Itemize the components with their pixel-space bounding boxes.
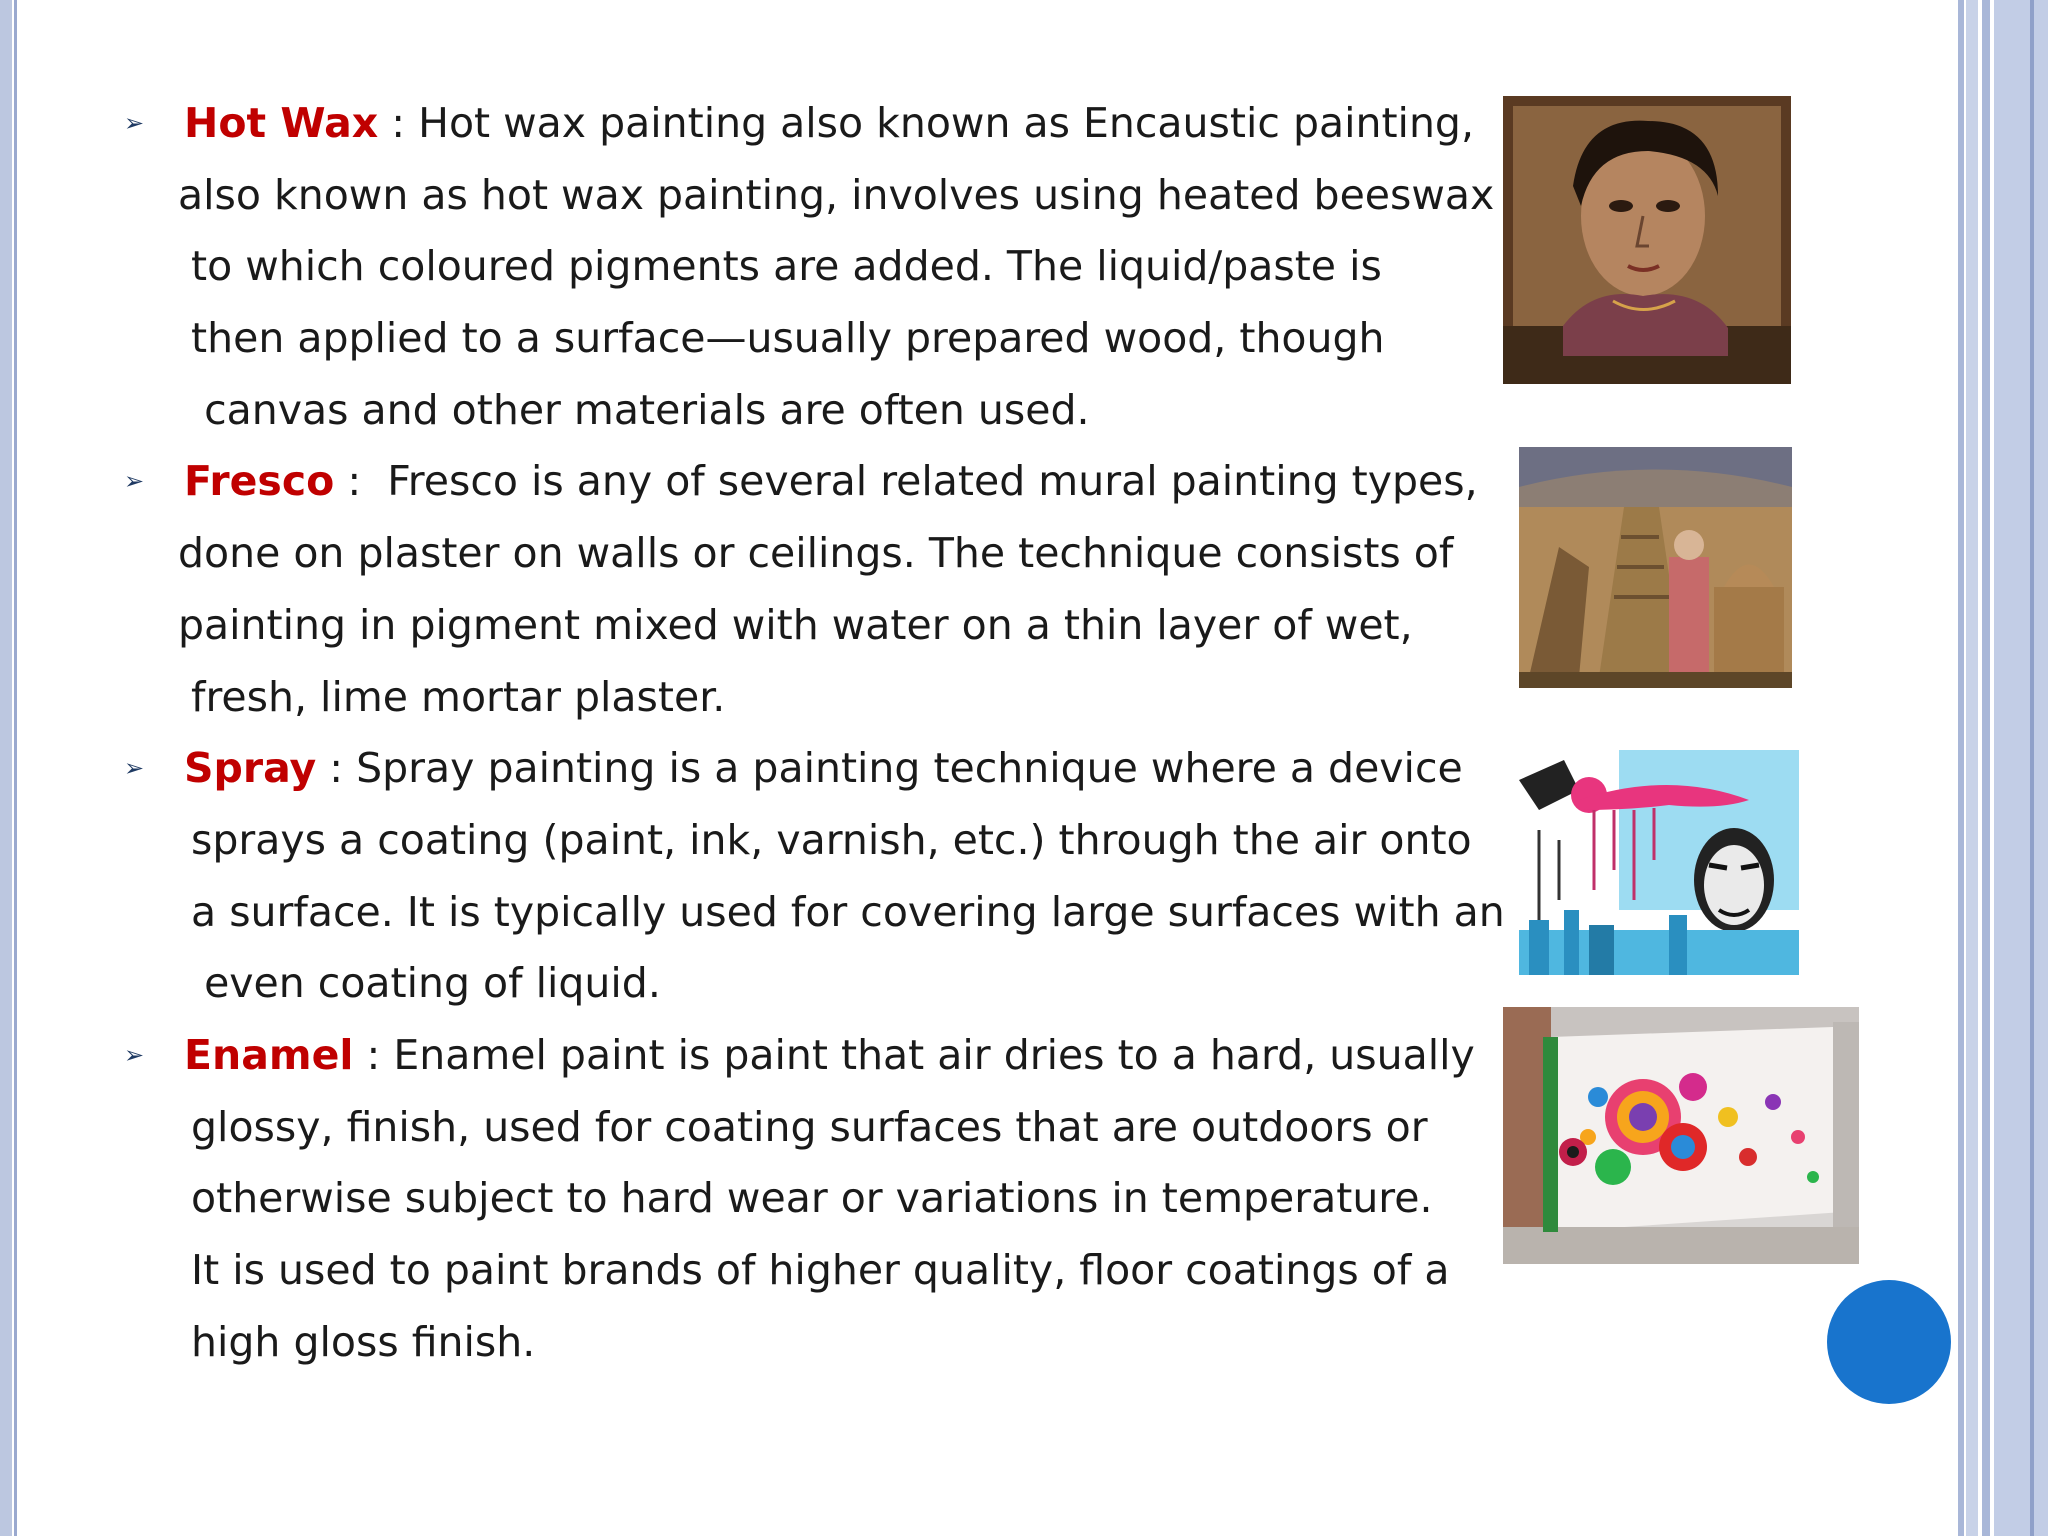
right-border-band <box>1966 0 1978 1536</box>
arrow-bullet-icon: ➢ <box>124 467 145 496</box>
body-line <box>120 160 1520 232</box>
list-item-spray <box>120 733 1520 805</box>
body-line <box>120 948 1520 1020</box>
body-line <box>120 303 1520 375</box>
body-text: : Hot wax painting also known as Encaustic painting, <box>378 99 1474 147</box>
accent-circle <box>1827 1280 1951 1404</box>
body-line <box>120 1092 1520 1164</box>
bullet-list <box>120 88 1520 1378</box>
body-line <box>120 375 1520 447</box>
body-text: : Fresco is any of several related mural painting types, <box>334 457 1478 506</box>
body-text: also known as hot wax painting, involves using heated beeswax <box>178 170 1495 219</box>
body-text: glossy, finish, used for coating surfaces that are outdoors or <box>178 1102 1428 1151</box>
encaustic-portrait-image <box>1503 96 1791 384</box>
enamel-wall-image <box>1503 1007 1859 1264</box>
list-item-fresco <box>120 446 1520 518</box>
list-item-enamel <box>120 1020 1520 1092</box>
arrow-bullet-icon: ➢ <box>124 109 145 137</box>
right-border-line <box>1958 0 1964 1536</box>
term-label: Spray <box>184 744 317 793</box>
body-line <box>120 518 1520 590</box>
body-text: fresh, lime mortar plaster. <box>178 672 726 721</box>
right-border-band <box>1994 0 2048 1536</box>
body-line <box>120 1163 1520 1235</box>
body-text: sprays a coating (paint, ink, varnish, etc.) through the air onto <box>178 815 1472 864</box>
body-text: otherwise subject to hard wear or variations in temperature. <box>178 1174 1433 1223</box>
arrow-bullet-icon: ➢ <box>124 1040 145 1069</box>
spray-paint-image <box>1519 750 1799 975</box>
body-text: : Spray painting is a painting technique where a device <box>316 744 1463 793</box>
term-label: Hot Wax <box>184 99 379 147</box>
body-text: canvas and other materials are often used. <box>178 385 1090 434</box>
term-label: Enamel <box>184 1030 354 1079</box>
right-border-line <box>1982 0 1990 1536</box>
left-border <box>0 0 12 1536</box>
body-text: painting in pigment mixed with water on a thin layer of wet, <box>178 600 1413 649</box>
right-border-line <box>2030 0 2034 1536</box>
term-label: Fresco <box>184 457 335 506</box>
body-text: then applied to a surface—usually prepared wood, though <box>178 314 1385 363</box>
list-item-hot-wax <box>120 88 1520 160</box>
arrow-bullet-icon: ➢ <box>124 754 145 783</box>
body-text: It is used to paint brands of higher quality, floor coatings of a <box>178 1246 1450 1294</box>
body-line <box>120 231 1520 303</box>
fresco-image <box>1519 447 1792 688</box>
body-line <box>120 1235 1520 1307</box>
body-text: a surface. It is typically used for covering large surfaces with an <box>178 887 1505 936</box>
body-line <box>120 877 1520 949</box>
body-text: done on plaster on walls or ceilings. The technique consists of <box>178 529 1454 578</box>
body-text: even coating of liquid. <box>178 959 661 1008</box>
body-line <box>120 662 1520 734</box>
body-line <box>120 1307 1520 1379</box>
body-text: : Enamel paint is paint that air dries to a hard, usually <box>353 1030 1475 1079</box>
body-text: high gloss finish. <box>178 1317 536 1366</box>
left-border-line <box>14 0 17 1536</box>
body-line <box>120 805 1520 877</box>
body-line <box>120 590 1520 662</box>
body-text: to which coloured pigments are added. The liquid/paste is <box>178 242 1382 291</box>
